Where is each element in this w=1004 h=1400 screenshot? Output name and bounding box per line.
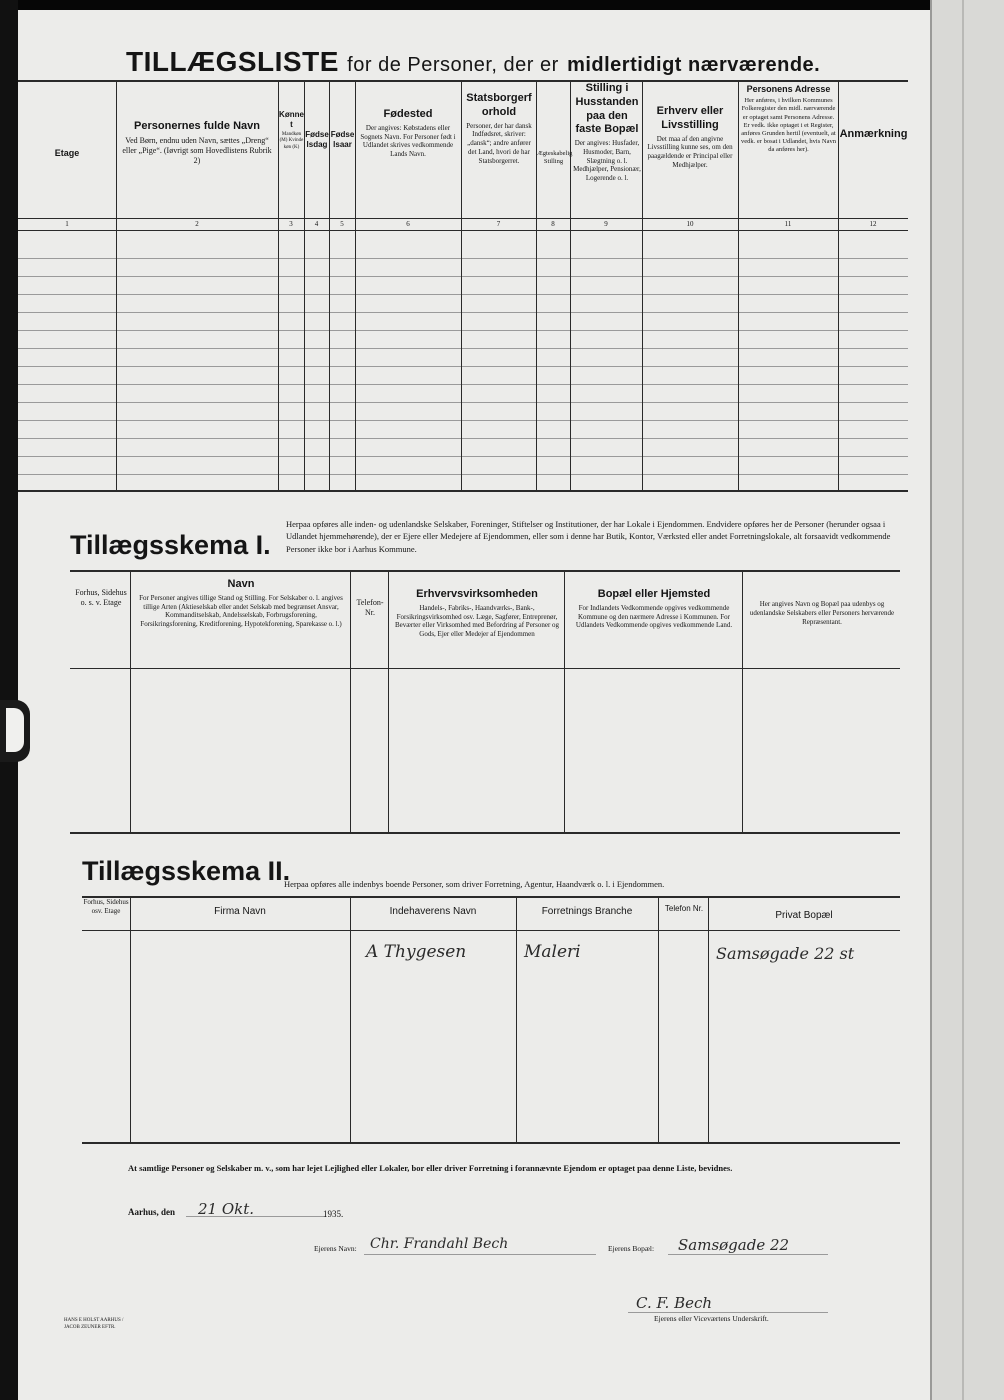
- col-citizenship-note: Personer, der har dansk Indfødsret, skriver: „dansk“; andre anfører det Land, hvori de har Statsborgerret.: [466, 121, 532, 165]
- s2-col-phone: [660, 904, 708, 914]
- s1-col-residence-heading: Bopæl eller Hjemsted: [597, 588, 711, 600]
- col-etage-heading: Etage: [54, 148, 80, 158]
- col-household-header: [572, 82, 642, 183]
- col-address-note: Her anføres, i hvilken Kommunes Folkeregister den midl. nærværende er optaget samt Personens Adresse. Er vedk. ikke optaget i et Register, anføres Grunden hertil (eventuelt, at vedk. er bosat i Udlandet, hvis Navn da anføres her).: [741, 97, 836, 153]
- col-gender-note: Mandkøn (M) Kvindekøn (K): [279, 132, 304, 150]
- col-num-12: 12: [869, 220, 877, 228]
- col-address-header: [740, 84, 837, 154]
- col-birthday-heading: Fødselsdag: [305, 130, 329, 149]
- owner-name-value: Chr. Frandahl Bech: [370, 1236, 509, 1252]
- s2-col-branch-heading: Forretnings Branche: [541, 906, 633, 917]
- col-occupation-heading: Erhverv eller Livsstilling: [656, 105, 724, 131]
- printer-mark: HANS E HOLST AARHUS / JACOB ZEUNER EFTR.: [64, 1318, 124, 1330]
- skema2-intro: Herpaa opføres alle indenbys boende Personer, som driver Forretning, Agentur, Haandværk o. l. i Ejendommen.: [284, 879, 665, 889]
- s2-col-etage-heading: Forhus, Sidehus osv. Etage: [83, 898, 129, 915]
- col-citizenship-heading: Statsborgerforhold: [466, 92, 532, 118]
- s2-col-phone-heading: Telefon Nr.: [664, 904, 704, 913]
- signature-value: C. F. Bech: [636, 1294, 713, 1312]
- owner-name-label: Ejerens Navn:: [314, 1244, 357, 1253]
- s2-col-residence: [708, 910, 900, 923]
- binding-clip: [0, 700, 30, 762]
- s1-col-phone-note: Telefon-Nr.: [356, 598, 384, 617]
- skema1-intro: Herpaa opføres alle inden- og udenlandske Selskaber, Foreninger, Stiftelser og Institutioner, der har Lokale i Ejendommen. Endvidere opføres her de Personer (herunder ogsaa i Udlandet hjemmehørende), der er Ejere eller Medejere af Ejendommen, eller som i denne har Butik, Kontor, Værksted eller andet Forretningslokale, alt forsaavidt vedkommende Personer ikke bor i Aarhus Kommune.: [286, 519, 891, 554]
- form-page: [18, 10, 930, 1400]
- col-occupation-header: [644, 105, 736, 170]
- col-marital-note: Ægteskabelig Stilling: [537, 150, 573, 166]
- skema1-title: Tillægsskema I.: [70, 530, 271, 560]
- col-birthyear-header: [330, 130, 355, 152]
- main-title: [126, 46, 820, 78]
- col-num-11: 11: [784, 220, 792, 228]
- declaration-text: At samtlige Personer og Selskaber m. v., som har lejet Lejlighed eller Lokaler, bor eller driver Forretning i forannævnte Ejendom er optaget paa denne Liste, bevidnes.: [128, 1163, 733, 1173]
- owner-address-value: Samsøgade 22: [678, 1236, 790, 1254]
- s1-col-etage: [72, 588, 130, 608]
- col-num-5: 5: [340, 220, 344, 228]
- s2-col-firm-heading: Firma Navn: [214, 906, 266, 917]
- adjacent-page-edge: [930, 0, 1004, 1400]
- col-marital-header: [537, 150, 573, 166]
- col-num-3: 3: [289, 220, 293, 228]
- col-gender-heading: Kønnet: [279, 110, 304, 129]
- year-value: 1935.: [323, 1209, 344, 1219]
- col-etage-header: [18, 148, 116, 161]
- col-household-heading: Stilling i Husstanden paa den faste Bopæl: [575, 82, 639, 136]
- col-birthplace-header: [358, 108, 458, 159]
- col-name-header: [120, 120, 274, 166]
- col-num-2: 2: [195, 220, 199, 228]
- col-address-heading: Personens Adresse: [746, 84, 831, 94]
- col-household-note: Der angives: Husfader, Husmoder, Barn, Slægtning o. l. Medhjælper, Pensionær, Logerende o. l.: [573, 139, 641, 182]
- col-gender-header: [279, 110, 304, 151]
- s2-col-firm: [130, 906, 350, 919]
- s2-col-owner-heading: Indehaverens Navn: [389, 906, 477, 917]
- col-num-9: 9: [604, 220, 608, 228]
- s1-col-name-heading: Navn: [227, 578, 255, 590]
- col-remarks-heading: Anmærkning: [839, 128, 908, 140]
- col-remarks-header: [839, 128, 908, 144]
- s1-col-phone: [352, 598, 388, 618]
- title-rest: for de Personer, der er: [347, 54, 559, 76]
- s1-col-business: [392, 588, 562, 639]
- col-birthday-header: [305, 130, 329, 152]
- s1-col-name: [136, 578, 346, 629]
- col-birthyear-heading: Fødselsaar: [330, 130, 355, 149]
- col-num-6: 6: [406, 220, 410, 228]
- place-label: Aarhus, den: [128, 1207, 176, 1217]
- col-name-note: Ved Børn, endnu uden Navn, sættes „Dreng“ eller „Pige“. (Iøvrigt som Hovedlistens Rubrik 2): [122, 135, 272, 165]
- s1-col-residence-note: For Indlandets Vedkommende opgives vedkommende Kommune og den nærmere Adresse i Kommunen. For Udlandets Vedkommende opgives vedkommende Land.: [575, 603, 733, 630]
- col-citizenship-header: [463, 92, 535, 165]
- s2-col-owner: [350, 906, 516, 919]
- s1-col-name-note: For Personer angives tillige Stand og Stilling. For Selskaber o. l. angives tillige Arten (Aktieselskab eller andet Selskab med begrænset Ansvar, Kommanditselskab, Andelsselskab, Forbrugsforening, Forsikringsforening, Kreditforening, Hypotekforening, Sparekasse o. l.): [139, 593, 343, 628]
- col-num-7: 7: [496, 220, 501, 228]
- col-num-10: 10: [686, 220, 694, 228]
- s1-col-residence: [568, 588, 740, 630]
- s2-row-branch: Maleri: [524, 942, 581, 962]
- s1-col-representative: [748, 600, 896, 626]
- signature-label: Ejerens eller Viceværtens Underskrift.: [654, 1314, 769, 1323]
- s2-col-residence-heading: Privat Bopæl: [775, 910, 833, 921]
- s2-col-branch: [516, 906, 658, 919]
- col-birthplace-note: Der angives: Købstadens eller Sognets Navn. For Personer født i Udlandet skrives vedkommende Lands Navn.: [360, 123, 456, 158]
- s2-col-etage: [82, 898, 130, 916]
- title-main: TILLÆGSLISTE: [126, 46, 339, 77]
- title-emph: midlertidigt nærværende.: [567, 54, 821, 76]
- col-name-heading: Personernes fulde Navn: [134, 120, 260, 132]
- col-occupation-note: Det maa af den angivne Livsstilling kunne ses, om den paagældende er Principal eller Medhjælper.: [647, 134, 733, 169]
- s2-row-owner: A Thygesen: [366, 942, 467, 962]
- s1-col-business-heading: Erhvervsvirksomheden: [416, 588, 538, 600]
- col-birthplace-heading: Fødested: [383, 108, 433, 120]
- s1-col-business-note: Handels-, Fabriks-, Haandværks-, Bank-, Forsikringsvirksomhed osv. Læge, Sagfører, Entreprenør, Beværter eller Virksomhed med Befordring af Personer og Gods, Ejer eller Medejer af Ejendommen: [394, 603, 560, 638]
- col-num-4: 4: [314, 220, 319, 228]
- col-num-1: 1: [65, 220, 69, 228]
- skema2-title: Tillægsskema II.: [82, 856, 291, 886]
- col-num-8: 8: [551, 220, 555, 228]
- s1-col-etage-note: Forhus, Sidehus o. s. v. Etage: [75, 588, 127, 607]
- s1-col-representative-note: Her angives Navn og Bopæl paa udenbys og udenlandske Selskabers eller Personers herværende Repræsentant.: [749, 600, 895, 626]
- date-value: 21 Okt.: [198, 1200, 255, 1218]
- s2-row-residence: Samsøgade 22 st: [716, 944, 855, 963]
- owner-address-label: Ejerens Bopæl:: [608, 1244, 655, 1253]
